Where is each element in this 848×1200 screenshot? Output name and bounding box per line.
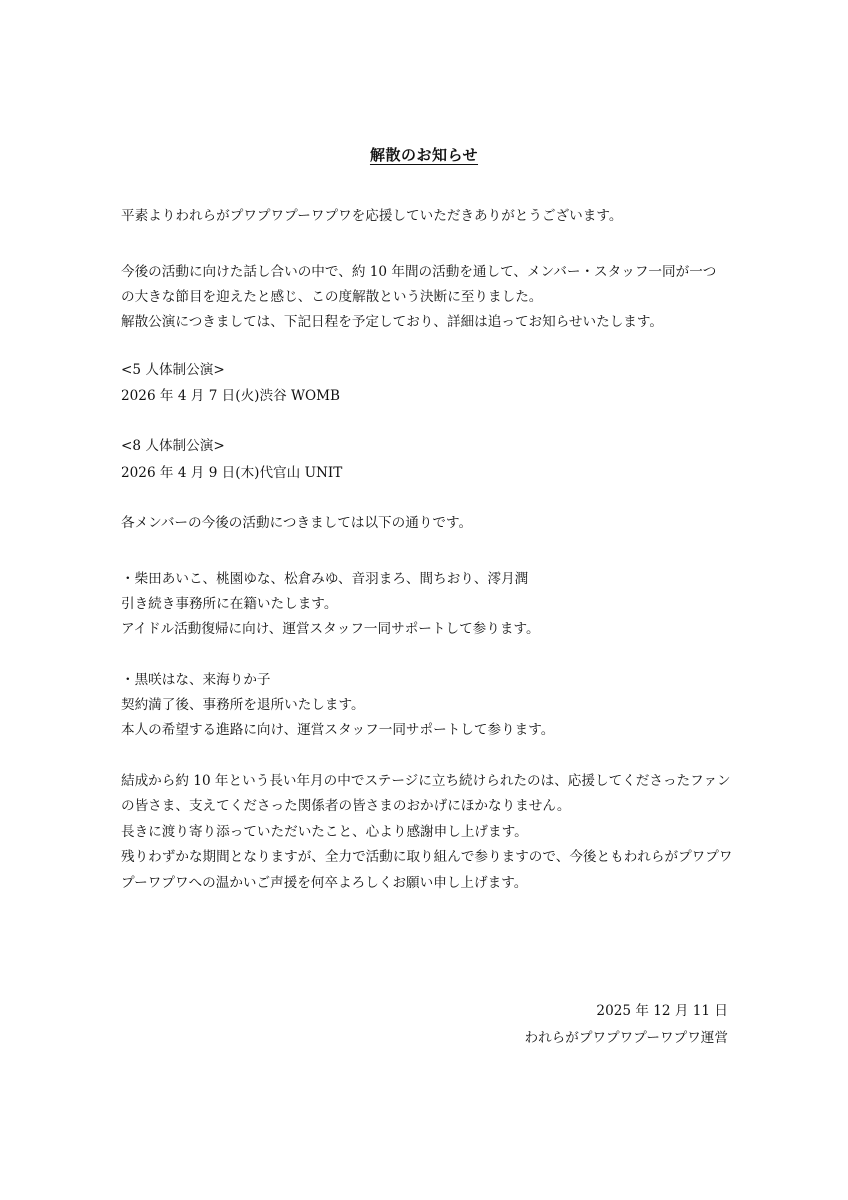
group1-names: ・柴田あいこ、桃園ゆな、松倉みゆ、音羽まろ、間ちおり、澪月潤 [121,571,529,587]
show1-date: 2026 年 4 月 7 日(火)渋谷 WOMB [121,388,341,404]
paragraph-line: 解散公演につきましては、下記日程を予定しており、詳細は追ってお知らせいたします。 [121,314,663,330]
closing-line: 残りわずかな期間となりますが、全力で活動に取り組んで参りますので、今後ともわれらがプワプワ [121,849,733,865]
show2-date: 2026 年 4 月 9 日(木)代官山 UNIT [121,465,343,481]
paragraph-line: 今後の活動に向けた話し合いの中で、約 10 年間の活動を通して、メンバー・スタッフ一同が一つ [121,264,717,280]
signature-issuer: われらがプワプワプーワプワ運営 [524,1030,728,1046]
group1-line: 引き続き事務所に在籍いたします。 [121,596,338,612]
group2-line: 本人の希望する進路に向け、運営スタッフ一同サポートして参ります。 [121,722,555,738]
closing-line: 長きに渡り寄り添っていただいたこと、心より感謝申し上げます。 [121,824,528,840]
greeting-text: 平素よりわれらがプワプワプーワプワを応援していただきありがとうございます。 [121,208,623,224]
signature-date: 2025 年 12 月 11 日 [596,1003,728,1019]
show2-label: <8 人体制公演> [121,438,225,454]
group2-line: 契約満了後、事務所を退所いたします。 [121,697,365,713]
closing-line: プーワプワへの温かいご声援を何卒よろしくお願い申し上げます。 [121,875,528,891]
paragraph-line: の大きな節目を迎えたと感じ、この度解散という決断に至りました。 [121,289,543,305]
show1-label: <5 人体制公演> [121,362,225,378]
closing-line: の皆さま、支えてくださった関係者の皆さまのおかげにほかなりません。 [121,798,571,814]
page-title: 解散のお知らせ [369,146,479,164]
group1-line: アイドル活動復帰に向け、運営スタッフ一同サポートして参ります。 [121,621,540,637]
members-intro: 各メンバーの今後の活動につきましては以下の通りです。 [121,515,473,531]
closing-line: 結成から約 10 年という長い年月の中でステージに立ち続けられたのは、応援してくださったファン [121,773,731,789]
group2-names: ・黒咲はな、来海りか子 [121,672,271,688]
